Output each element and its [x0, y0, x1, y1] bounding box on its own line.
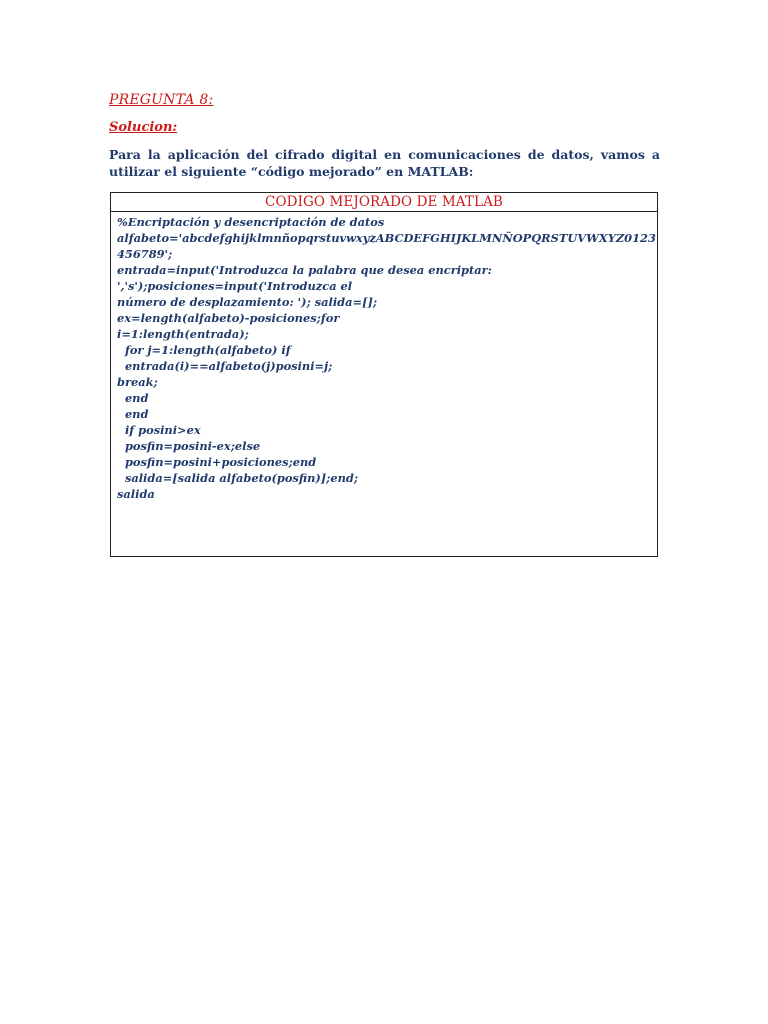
code-line: end — [117, 407, 149, 421]
question-heading: PREGUNTA 8: — [109, 92, 214, 108]
code-line: ex=length(alfabeto)-posiciones;for — [117, 311, 340, 325]
code-line: salida=[salida alfabeto(posfin)];end; — [117, 471, 359, 485]
code-line: if posini>ex — [117, 423, 201, 437]
code-line: break; — [117, 375, 158, 389]
code-line: salida — [117, 487, 155, 501]
code-line: entrada=input('Introduzca la palabra que desea encriptar: ','s');posiciones=input('Introduzca el — [117, 263, 496, 293]
code-line: posfin=posini+posiciones;end — [117, 455, 317, 469]
intro-paragraph: Para la aplicación del cifrado digital en comunicaciones de datos, vamos a utilizar el siguiente “código mejorado” en MATLAB: — [109, 147, 660, 179]
code-line: posfin=posini-ex;else — [117, 439, 261, 453]
code-line: número de desplazamiento: '); salida=[]; — [117, 295, 378, 309]
code-line: entrada(i)==alfabeto(j)posini=j; — [117, 359, 333, 373]
code-line: end — [117, 391, 149, 405]
code-line: %Encriptación y desencriptación de datos — [117, 215, 385, 229]
code-box-title: CODIGO MEJORADO DE MATLAB — [111, 193, 657, 212]
code-line: i=1:length(entrada); — [117, 327, 249, 341]
code-line: alfabeto='abcdefghijklmnñopqrstuvwxyzABCDEFGHIJKLMNÑOPQRSTUVWXYZ0123 — [117, 231, 656, 245]
solution-heading: Solucion: — [109, 120, 178, 135]
code-line: for j=1:length(alfabeto) if — [117, 343, 291, 357]
code-listing — [111, 212, 657, 502]
code-box — [110, 192, 658, 557]
code-line: 456789'; — [117, 247, 173, 261]
